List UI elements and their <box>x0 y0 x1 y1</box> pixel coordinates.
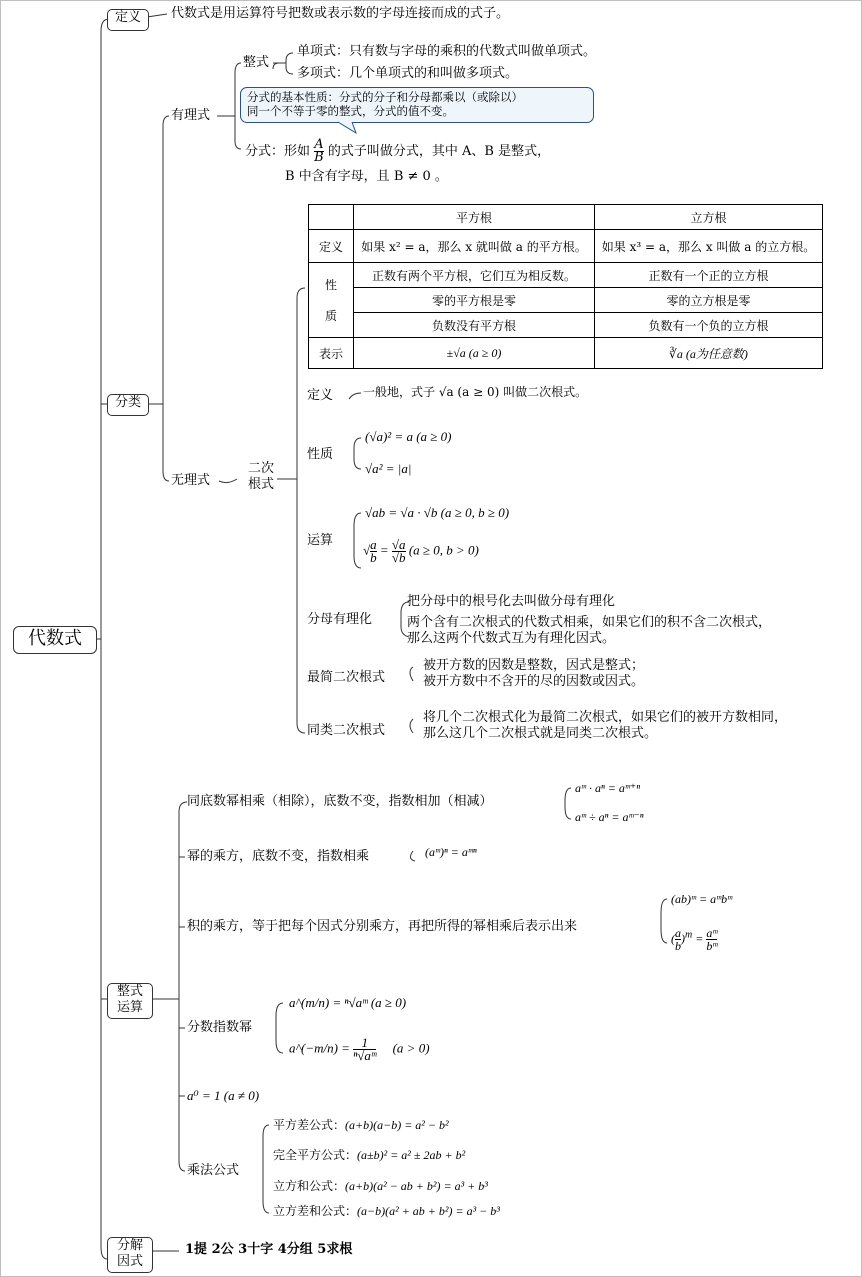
table-row <box>309 338 823 369</box>
roots-table <box>308 204 823 369</box>
table-cell: 如果 x² = a，那么 x 就叫做 a 的平方根。 <box>354 230 595 263</box>
factorization-node[interactable]: 分解 因式 <box>107 1237 153 1273</box>
power-of-product-text: 积的乘方，等于把每个因式分别乘方，再把所得的幂相乘后表示出来 <box>187 919 578 934</box>
radical-prop-2: √a² = |a| <box>365 461 412 476</box>
frac-exp-formula-1: a^(m/n) = ⁿ√aᵐ (a ≥ 0) <box>289 995 407 1010</box>
mult-formula-row: 平方差公式：(a+b)(a−b) = a² − b² <box>273 1118 449 1132</box>
power-of-power-text: 幂的乘方，底数不变，指数相乘 <box>187 849 370 864</box>
rationalize-3: 那么这两个代数式互为有理化因式。 <box>407 631 616 646</box>
rationalize-label: 分母有理化 <box>307 612 373 627</box>
radical-op-1: √ab = √a · √b (a ≥ 0, b ≥ 0) <box>365 505 510 520</box>
table-cell: 负数有一个负的立方根 <box>595 313 823 338</box>
root-node[interactable]: 代数式 <box>13 626 97 654</box>
table-header: 立方根 <box>595 205 823 230</box>
definition-node[interactable]: 定义 <box>107 9 149 31</box>
definition-text: 代数式是用运算符号把数或表示数的字母连接而成的式子。 <box>171 6 510 21</box>
table-row <box>309 205 823 230</box>
note-line-1: 分式的基本性质：分式的分子和分母都乘以（或除以） <box>247 90 523 104</box>
fraction-condition: B 中含有字母，且 B ≠ 0 。 <box>285 169 448 184</box>
table-header: 平方根 <box>354 205 595 230</box>
simplest-1: 被开方数的因数是整数，因式是整式； <box>423 658 645 673</box>
table-cell: 表示 <box>309 338 354 369</box>
table-cell: 负数没有平方根 <box>354 313 595 338</box>
table-cell: 正数有两个平方根，它们互为相反数。 <box>354 263 595 288</box>
table-cell: 正数有一个正的立方根 <box>595 263 823 288</box>
rationalize-1: 把分母中的根号化去叫做分母有理化 <box>407 594 616 609</box>
radical-prop-label: 性质 <box>307 447 334 462</box>
same-base-formula-2: aᵐ ÷ aⁿ = aᵐ⁻ⁿ <box>575 810 644 824</box>
monomial-text: 单项式：只有数与字母的乘积的代数式叫做单项式。 <box>297 44 597 59</box>
rationalize-2: 两个含有二次根式的代数式相乘，如果它们的积不含二次根式， <box>407 615 772 630</box>
irrational-label: 无理式 <box>171 473 211 488</box>
power-of-product-formula-1: (ab)ᵐ = aᵐbᵐ <box>671 892 733 906</box>
table-row <box>309 263 823 288</box>
operations-node[interactable]: 整式 运算 <box>107 983 153 1019</box>
power-of-power-formula: (aᵐ)ⁿ = aᵐⁿ <box>425 845 477 859</box>
same-base-text: 同底数幂相乘（相除），底数不变，指数相加（相减） <box>187 794 493 809</box>
factorization-methods: 1提 2公 3十字 4分组 5求根 <box>185 1242 353 1257</box>
mult-label: 乘法公式 <box>187 1163 240 1178</box>
table-cell: 零的立方根是零 <box>595 288 823 313</box>
radical-def-text: 一般地，式子 √a (a ≥ 0) 叫做二次根式。 <box>363 385 588 399</box>
similar-label: 同类二次根式 <box>307 723 386 738</box>
classification-node[interactable]: 分类 <box>107 394 149 416</box>
simplest-label: 最简二次根式 <box>307 670 386 685</box>
frac-exp-label: 分数指数幂 <box>187 1020 253 1035</box>
integral-label: 整式 <box>243 55 270 70</box>
mult-formula-row: 完全平方公式：(a±b)² = a² ± 2ab + b² <box>273 1148 466 1162</box>
same-base-formula-1: aᵐ · aⁿ = aᵐ⁺ⁿ <box>575 781 640 795</box>
radical-op-2: √ $\frac{a}{b}$ = $\frac{√a}{√b}$ (a ≥ 0, b > 0) <box>363 537 479 565</box>
radical-op-label: 运算 <box>307 533 334 548</box>
note-line-2: 同一个不等于零的整式，分式的值不变。 <box>247 104 454 118</box>
table-row <box>309 288 823 313</box>
simplest-2: 被开方数中不含开的尽的因数或因式。 <box>423 674 645 689</box>
fraction-definition: 分式：形如 $\frac{A}{B}$ 的式子叫做分式，其中 A、B 是整式， <box>245 137 551 165</box>
radical-label: 二次根式 <box>247 461 274 492</box>
similar-2: 那么这几个二次根式就是同类二次根式。 <box>423 726 658 741</box>
table-cell: 性 质 <box>309 263 354 338</box>
power-of-product-formula-2: ( $\frac{a}{b}$ )$^m$ = $\frac{\text{aᵐ}}{\text{bᵐ}}$ <box>671 926 718 953</box>
table-cell: ±√a (a ≥ 0) <box>354 338 595 369</box>
table-cell: 零的平方根是零 <box>354 288 595 313</box>
table-row <box>309 313 823 338</box>
mult-formula-row: 立方差和公式：(a−b)(a² + ab + b²) = a³ − b³ <box>273 1204 500 1218</box>
table-cell: 定义 <box>309 230 354 263</box>
radical-def-label: 定义 <box>307 388 334 403</box>
mult-formula-row: 立方和公式：(a+b)(a² − ab + b²) = a³ + b³ <box>273 1179 488 1193</box>
similar-1: 将几个二次根式化为最简二次根式，如果它们的被开方数相同， <box>423 710 788 725</box>
fraction-property-callout <box>240 87 594 123</box>
rational-label: 有理式 <box>171 108 211 123</box>
table-cell: ∛a (a为任意数) <box>595 338 823 369</box>
radical-prop-1: (√a)² = a (a ≥ 0) <box>365 429 452 444</box>
fraction-a-over-b: $\frac{A}{B}$ <box>314 137 324 165</box>
polynomial-text: 多项式：几个单项式的和叫做多项式。 <box>297 66 519 81</box>
table-cell: 如果 x³ = a，那么 x 叫做 a 的立方根。 <box>595 230 823 263</box>
zero-exponent: a⁰ = 1 (a ≠ 0) <box>187 1088 260 1103</box>
frac-exp-formula-2: a^(−m/n) = $\frac{1}{\text{ⁿ√aᵐ}}$ (a > 0) <box>289 1035 430 1063</box>
table-row <box>309 230 823 263</box>
table-cell <box>309 205 354 230</box>
callout-pointer <box>336 121 366 135</box>
